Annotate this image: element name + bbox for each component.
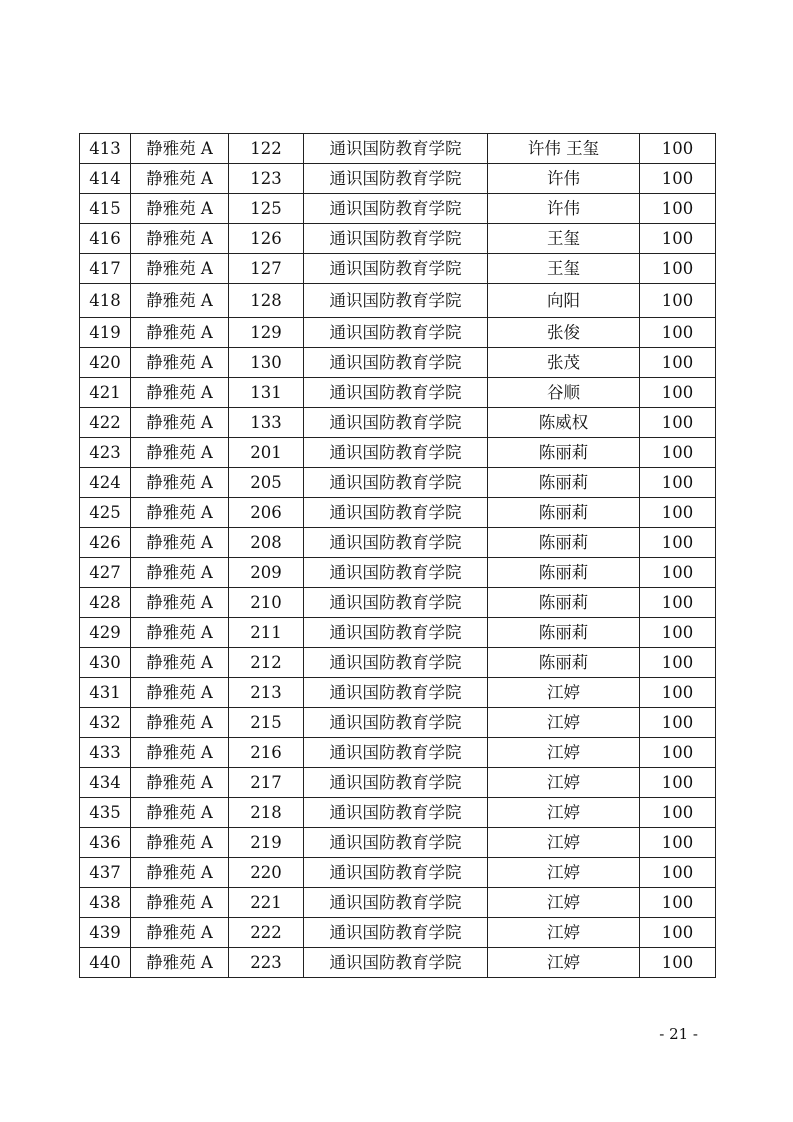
index-cell: 419 — [80, 318, 131, 348]
score-cell: 100 — [640, 164, 716, 194]
counselor-cell: 陈丽莉 — [488, 648, 640, 678]
table-row — [80, 798, 716, 828]
index-cell: 423 — [80, 438, 131, 468]
index-cell: 435 — [80, 798, 131, 828]
building-cell: 静雅苑 A — [131, 498, 229, 528]
building-cell: 静雅苑 A — [131, 708, 229, 738]
room-cell: 123 — [229, 164, 304, 194]
room-cell: 221 — [229, 888, 304, 918]
building-cell: 静雅苑 A — [131, 528, 229, 558]
table-row — [80, 948, 716, 978]
counselor-cell: 王玺 — [488, 224, 640, 254]
counselor-cell: 江婷 — [488, 768, 640, 798]
building-cell: 静雅苑 A — [131, 948, 229, 978]
building-cell: 静雅苑 A — [131, 588, 229, 618]
index-cell: 414 — [80, 164, 131, 194]
index-cell: 439 — [80, 918, 131, 948]
college-cell: 通识国防教育学院 — [304, 648, 488, 678]
building-cell: 静雅苑 A — [131, 738, 229, 768]
table-row — [80, 498, 716, 528]
college-cell: 通识国防教育学院 — [304, 738, 488, 768]
table-row — [80, 318, 716, 348]
score-cell: 100 — [640, 284, 716, 318]
counselor-cell: 向阳 — [488, 284, 640, 318]
score-cell: 100 — [640, 254, 716, 284]
room-cell: 209 — [229, 558, 304, 588]
building-cell: 静雅苑 A — [131, 438, 229, 468]
counselor-cell: 陈丽莉 — [488, 438, 640, 468]
score-cell: 100 — [640, 318, 716, 348]
room-cell: 210 — [229, 588, 304, 618]
score-cell: 100 — [640, 224, 716, 254]
college-cell: 通识国防教育学院 — [304, 678, 488, 708]
room-cell: 125 — [229, 194, 304, 224]
table-row — [80, 648, 716, 678]
counselor-cell: 许伟 — [488, 194, 640, 224]
score-cell: 100 — [640, 798, 716, 828]
room-cell: 217 — [229, 768, 304, 798]
index-cell: 432 — [80, 708, 131, 738]
counselor-cell: 江婷 — [488, 708, 640, 738]
college-cell: 通识国防教育学院 — [304, 254, 488, 284]
room-cell: 127 — [229, 254, 304, 284]
room-cell: 208 — [229, 528, 304, 558]
table-row — [80, 378, 716, 408]
building-cell: 静雅苑 A — [131, 348, 229, 378]
building-cell: 静雅苑 A — [131, 618, 229, 648]
college-cell: 通识国防教育学院 — [304, 194, 488, 224]
table-row — [80, 408, 716, 438]
counselor-cell: 江婷 — [488, 918, 640, 948]
counselor-cell: 陈丽莉 — [488, 558, 640, 588]
counselor-cell: 江婷 — [488, 798, 640, 828]
college-cell: 通识国防教育学院 — [304, 528, 488, 558]
room-cell: 218 — [229, 798, 304, 828]
room-cell: 131 — [229, 378, 304, 408]
building-cell: 静雅苑 A — [131, 798, 229, 828]
college-cell: 通识国防教育学院 — [304, 284, 488, 318]
college-cell: 通识国防教育学院 — [304, 378, 488, 408]
score-cell: 100 — [640, 588, 716, 618]
building-cell: 静雅苑 A — [131, 888, 229, 918]
table-row — [80, 678, 716, 708]
building-cell: 静雅苑 A — [131, 224, 229, 254]
score-cell: 100 — [640, 618, 716, 648]
index-cell: 416 — [80, 224, 131, 254]
building-cell: 静雅苑 A — [131, 558, 229, 588]
table-row — [80, 708, 716, 738]
index-cell: 440 — [80, 948, 131, 978]
table-row — [80, 888, 716, 918]
building-cell: 静雅苑 A — [131, 284, 229, 318]
score-cell: 100 — [640, 528, 716, 558]
index-cell: 428 — [80, 588, 131, 618]
college-cell: 通识国防教育学院 — [304, 164, 488, 194]
index-cell: 417 — [80, 254, 131, 284]
room-cell: 129 — [229, 318, 304, 348]
table-row — [80, 918, 716, 948]
college-cell: 通识国防教育学院 — [304, 768, 488, 798]
building-cell: 静雅苑 A — [131, 858, 229, 888]
college-cell: 通识国防教育学院 — [304, 558, 488, 588]
table-row — [80, 528, 716, 558]
room-cell: 126 — [229, 224, 304, 254]
index-cell: 426 — [80, 528, 131, 558]
building-cell: 静雅苑 A — [131, 254, 229, 284]
counselor-cell: 江婷 — [488, 678, 640, 708]
index-cell: 425 — [80, 498, 131, 528]
college-cell: 通识国防教育学院 — [304, 224, 488, 254]
college-cell: 通识国防教育学院 — [304, 948, 488, 978]
building-cell: 静雅苑 A — [131, 134, 229, 164]
room-cell: 216 — [229, 738, 304, 768]
dormitory-table — [79, 133, 716, 978]
counselor-cell: 江婷 — [488, 738, 640, 768]
building-cell: 静雅苑 A — [131, 378, 229, 408]
table-row — [80, 558, 716, 588]
college-cell: 通识国防教育学院 — [304, 858, 488, 888]
college-cell: 通识国防教育学院 — [304, 134, 488, 164]
room-cell: 206 — [229, 498, 304, 528]
table-row — [80, 224, 716, 254]
counselor-cell: 江婷 — [488, 888, 640, 918]
index-cell: 434 — [80, 768, 131, 798]
college-cell: 通识国防教育学院 — [304, 408, 488, 438]
table-row — [80, 134, 716, 164]
score-cell: 100 — [640, 858, 716, 888]
score-cell: 100 — [640, 678, 716, 708]
table-row — [80, 768, 716, 798]
table-row — [80, 738, 716, 768]
college-cell: 通识国防教育学院 — [304, 618, 488, 648]
college-cell: 通识国防教育学院 — [304, 348, 488, 378]
room-cell: 133 — [229, 408, 304, 438]
score-cell: 100 — [640, 408, 716, 438]
building-cell: 静雅苑 A — [131, 768, 229, 798]
counselor-cell: 陈丽莉 — [488, 588, 640, 618]
room-cell: 130 — [229, 348, 304, 378]
index-cell: 437 — [80, 858, 131, 888]
college-cell: 通识国防教育学院 — [304, 318, 488, 348]
building-cell: 静雅苑 A — [131, 678, 229, 708]
counselor-cell: 陈丽莉 — [488, 528, 640, 558]
index-cell: 418 — [80, 284, 131, 318]
college-cell: 通识国防教育学院 — [304, 588, 488, 618]
college-cell: 通识国防教育学院 — [304, 888, 488, 918]
college-cell: 通识国防教育学院 — [304, 708, 488, 738]
building-cell: 静雅苑 A — [131, 408, 229, 438]
index-cell: 421 — [80, 378, 131, 408]
score-cell: 100 — [640, 134, 716, 164]
page-number: - 21 - — [659, 1025, 698, 1043]
score-cell: 100 — [640, 918, 716, 948]
index-cell: 413 — [80, 134, 131, 164]
table-row — [80, 618, 716, 648]
score-cell: 100 — [640, 498, 716, 528]
score-cell: 100 — [640, 378, 716, 408]
table-row — [80, 164, 716, 194]
counselor-cell: 江婷 — [488, 858, 640, 888]
building-cell: 静雅苑 A — [131, 918, 229, 948]
index-cell: 427 — [80, 558, 131, 588]
building-cell: 静雅苑 A — [131, 194, 229, 224]
college-cell: 通识国防教育学院 — [304, 498, 488, 528]
index-cell: 415 — [80, 194, 131, 224]
table-row — [80, 468, 716, 498]
room-cell: 213 — [229, 678, 304, 708]
room-cell: 128 — [229, 284, 304, 318]
counselor-cell: 陈丽莉 — [488, 498, 640, 528]
score-cell: 100 — [640, 438, 716, 468]
index-cell: 433 — [80, 738, 131, 768]
counselor-cell: 陈丽莉 — [488, 468, 640, 498]
score-cell: 100 — [640, 888, 716, 918]
score-cell: 100 — [640, 468, 716, 498]
score-cell: 100 — [640, 194, 716, 224]
room-cell: 219 — [229, 828, 304, 858]
score-cell: 100 — [640, 828, 716, 858]
table-row — [80, 438, 716, 468]
building-cell: 静雅苑 A — [131, 648, 229, 678]
building-cell: 静雅苑 A — [131, 164, 229, 194]
score-cell: 100 — [640, 558, 716, 588]
counselor-cell: 许伟 王玺 — [488, 134, 640, 164]
building-cell: 静雅苑 A — [131, 318, 229, 348]
table-row — [80, 284, 716, 318]
room-cell: 222 — [229, 918, 304, 948]
counselor-cell: 王玺 — [488, 254, 640, 284]
counselor-cell: 许伟 — [488, 164, 640, 194]
score-cell: 100 — [640, 648, 716, 678]
building-cell: 静雅苑 A — [131, 828, 229, 858]
counselor-cell: 陈威权 — [488, 408, 640, 438]
room-cell: 201 — [229, 438, 304, 468]
college-cell: 通识国防教育学院 — [304, 918, 488, 948]
score-cell: 100 — [640, 948, 716, 978]
table-row — [80, 858, 716, 888]
counselor-cell: 江婷 — [488, 948, 640, 978]
counselor-cell: 张茂 — [488, 348, 640, 378]
college-cell: 通识国防教育学院 — [304, 798, 488, 828]
index-cell: 424 — [80, 468, 131, 498]
room-cell: 122 — [229, 134, 304, 164]
counselor-cell: 江婷 — [488, 828, 640, 858]
building-cell: 静雅苑 A — [131, 468, 229, 498]
score-cell: 100 — [640, 738, 716, 768]
room-cell: 205 — [229, 468, 304, 498]
room-cell: 223 — [229, 948, 304, 978]
college-cell: 通识国防教育学院 — [304, 828, 488, 858]
score-cell: 100 — [640, 708, 716, 738]
counselor-cell: 谷顺 — [488, 378, 640, 408]
college-cell: 通识国防教育学院 — [304, 438, 488, 468]
score-cell: 100 — [640, 768, 716, 798]
table-row — [80, 194, 716, 224]
table-row — [80, 828, 716, 858]
counselor-cell: 张俊 — [488, 318, 640, 348]
index-cell: 420 — [80, 348, 131, 378]
index-cell: 438 — [80, 888, 131, 918]
college-cell: 通识国防教育学院 — [304, 468, 488, 498]
room-cell: 212 — [229, 648, 304, 678]
room-cell: 215 — [229, 708, 304, 738]
table-body — [80, 134, 716, 978]
table-row — [80, 254, 716, 284]
score-cell: 100 — [640, 348, 716, 378]
index-cell: 429 — [80, 618, 131, 648]
room-cell: 220 — [229, 858, 304, 888]
index-cell: 431 — [80, 678, 131, 708]
room-cell: 211 — [229, 618, 304, 648]
table-row — [80, 348, 716, 378]
index-cell: 436 — [80, 828, 131, 858]
index-cell: 422 — [80, 408, 131, 438]
counselor-cell: 陈丽莉 — [488, 618, 640, 648]
table-row — [80, 588, 716, 618]
index-cell: 430 — [80, 648, 131, 678]
